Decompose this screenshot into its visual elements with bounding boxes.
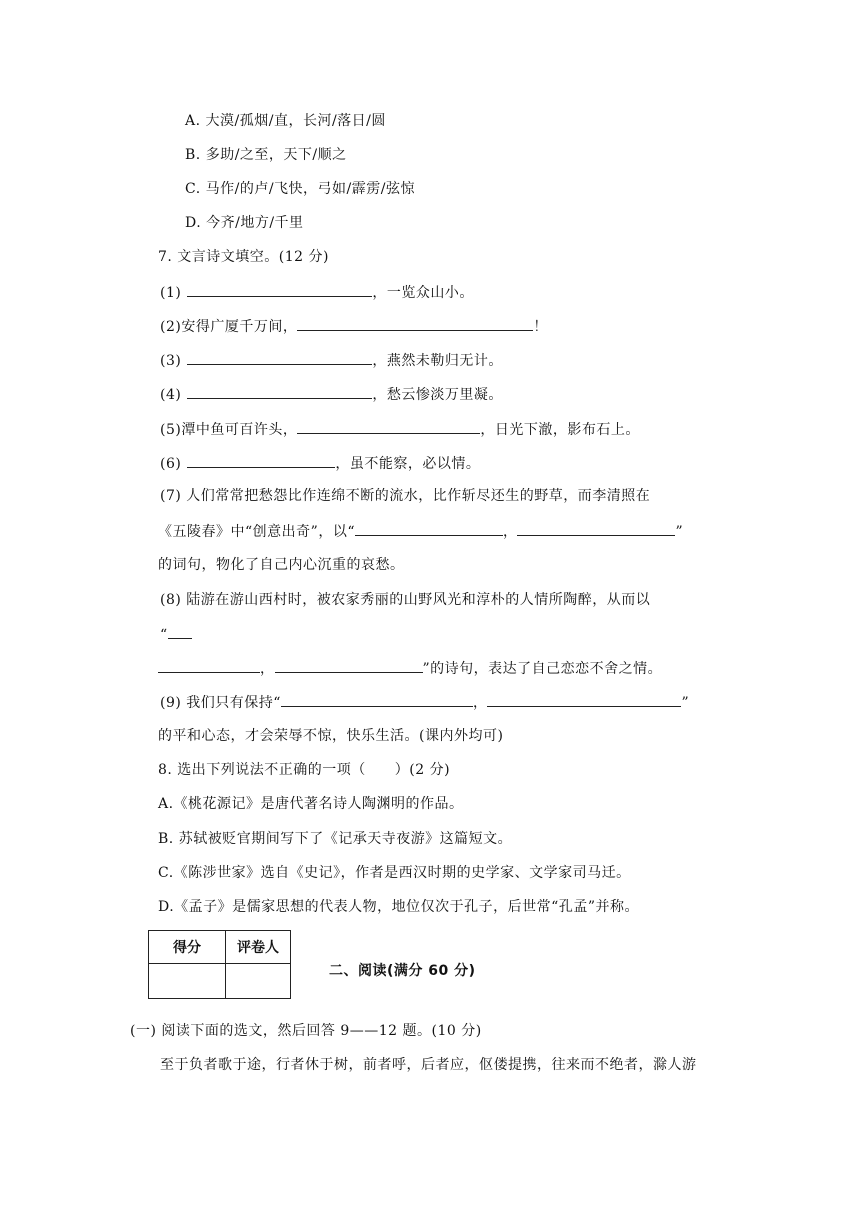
answer-blank[interactable] bbox=[297, 316, 533, 331]
q7-item-4 bbox=[160, 384, 503, 405]
q7-item-1 bbox=[160, 282, 474, 303]
answer-blank[interactable] bbox=[187, 384, 372, 399]
q7-item-7-line1: (7) 人们常常把愁怨比作连绵不断的流水，比作斩尽还生的野草，而李清照在 bbox=[160, 488, 651, 504]
answer-blank[interactable] bbox=[275, 658, 423, 673]
punct: ， bbox=[472, 695, 488, 711]
item-number: (3) bbox=[160, 353, 182, 369]
verse-text: ，虽不能察，必以情。 bbox=[335, 456, 481, 472]
q6-option-b: B. 多助/之至，天下/顺之 bbox=[185, 147, 347, 163]
grader-cell[interactable] bbox=[226, 964, 291, 999]
verse-text: ，愁云惨淡万里凝。 bbox=[372, 387, 503, 403]
item-number: (6) bbox=[160, 456, 182, 472]
verse-text: ，日光下澈，影布石上。 bbox=[480, 422, 640, 438]
q7-item-3 bbox=[160, 350, 503, 371]
punct: ， bbox=[502, 524, 518, 540]
answer-blank[interactable] bbox=[187, 453, 335, 468]
q6-option-c: C. 马作/的卢/飞快，弓如/霹雳/弦惊 bbox=[185, 181, 415, 197]
item-number: (4) bbox=[160, 387, 182, 403]
q7-item-2 bbox=[160, 316, 548, 337]
q7-item-8-line1: (8) 陆游在游山西村时，被农家秀丽的山野风光和淳朴的人情所陶醉，从而以 bbox=[160, 592, 651, 608]
q8-option-b: B. 苏轼被贬官期间写下了《记承天寺夜游》这篇短文。 bbox=[158, 831, 513, 847]
answer-blank[interactable] bbox=[355, 521, 503, 536]
q6-option-d: D. 今齐/地方/千里 bbox=[185, 215, 304, 231]
answer-blank[interactable] bbox=[487, 692, 681, 707]
punct: ” bbox=[681, 695, 690, 711]
q7-item-8-line2 bbox=[160, 624, 192, 645]
punct: ” bbox=[675, 524, 684, 540]
punct: ， bbox=[260, 661, 275, 677]
q8-option-d: D.《孟子》是儒家思想的代表人物，地位仅次于孔子，后世常“孔孟”并称。 bbox=[158, 899, 639, 915]
verse-text: 安得广厦千万间， bbox=[181, 319, 298, 335]
verse-text: (9) 我们只有保持“ bbox=[160, 695, 281, 711]
item-number: (2) bbox=[160, 319, 182, 335]
q7-item-7-line2 bbox=[158, 521, 683, 542]
verse-text: 潭中鱼可百许头， bbox=[181, 422, 298, 438]
q8-option-c: C.《陈涉世家》选自《史记》，作者是西汉时期的史学家、文学家司马迁。 bbox=[158, 865, 631, 881]
q6-option-a: A. 大漠/孤烟/直，长河/落日/圆 bbox=[185, 113, 386, 129]
answer-blank[interactable] bbox=[187, 282, 372, 297]
item-number: (1) bbox=[160, 285, 182, 301]
q7-item-7-line3: 的词句，物化了自己内心沉重的哀愁。 bbox=[158, 557, 405, 573]
q8-title: 8. 选出下列说法不正确的一项（ ）(2 分) bbox=[158, 762, 451, 778]
answer-blank[interactable] bbox=[517, 521, 675, 536]
answer-blank[interactable] bbox=[187, 350, 372, 365]
q7-item-8-line3 bbox=[158, 658, 662, 679]
score-cell[interactable] bbox=[149, 964, 226, 999]
grader-header: 评卷人 bbox=[226, 931, 291, 964]
verse-text: ，燕然未勒归无计。 bbox=[372, 353, 503, 369]
q7-item-6 bbox=[160, 453, 480, 474]
item-number: (5) bbox=[160, 422, 182, 438]
section-title: 二、阅读(满分 60 分) bbox=[329, 963, 476, 979]
score-header: 得分 bbox=[149, 931, 226, 964]
verse-text: ”的诗句，表达了自己恋恋不舍之情。 bbox=[422, 661, 663, 677]
answer-blank[interactable] bbox=[168, 624, 192, 639]
reading-passage: 至于负者歌于途，行者休于树，前者呼，后者应，伛偻提携，往来而不绝者，滁人游 bbox=[160, 1057, 697, 1073]
q7-title: 7. 文言诗文填空。(12 分) bbox=[158, 249, 329, 265]
score-table bbox=[148, 930, 291, 999]
q8-option-a: A.《桃花源记》是唐代著名诗人陶渊明的作品。 bbox=[158, 796, 464, 812]
verse-text: ！ bbox=[533, 319, 548, 335]
verse-text: 《五陵春》中“创意出奇”，以“ bbox=[158, 524, 355, 540]
q7-item-5 bbox=[160, 419, 640, 440]
reading-intro: (一) 阅读下面的选文，然后回答 9——12 题。(10 分) bbox=[130, 1023, 482, 1039]
punct: “ bbox=[160, 627, 168, 643]
answer-blank[interactable] bbox=[297, 419, 480, 434]
verse-text: ，一览众山小。 bbox=[372, 285, 474, 301]
answer-blank[interactable] bbox=[281, 692, 473, 707]
q7-item-9-line1 bbox=[160, 692, 689, 713]
answer-blank[interactable] bbox=[158, 658, 260, 673]
q7-item-9-line2: 的平和心态，才会荣辱不惊，快乐生活。(课内外均可) bbox=[158, 728, 504, 744]
